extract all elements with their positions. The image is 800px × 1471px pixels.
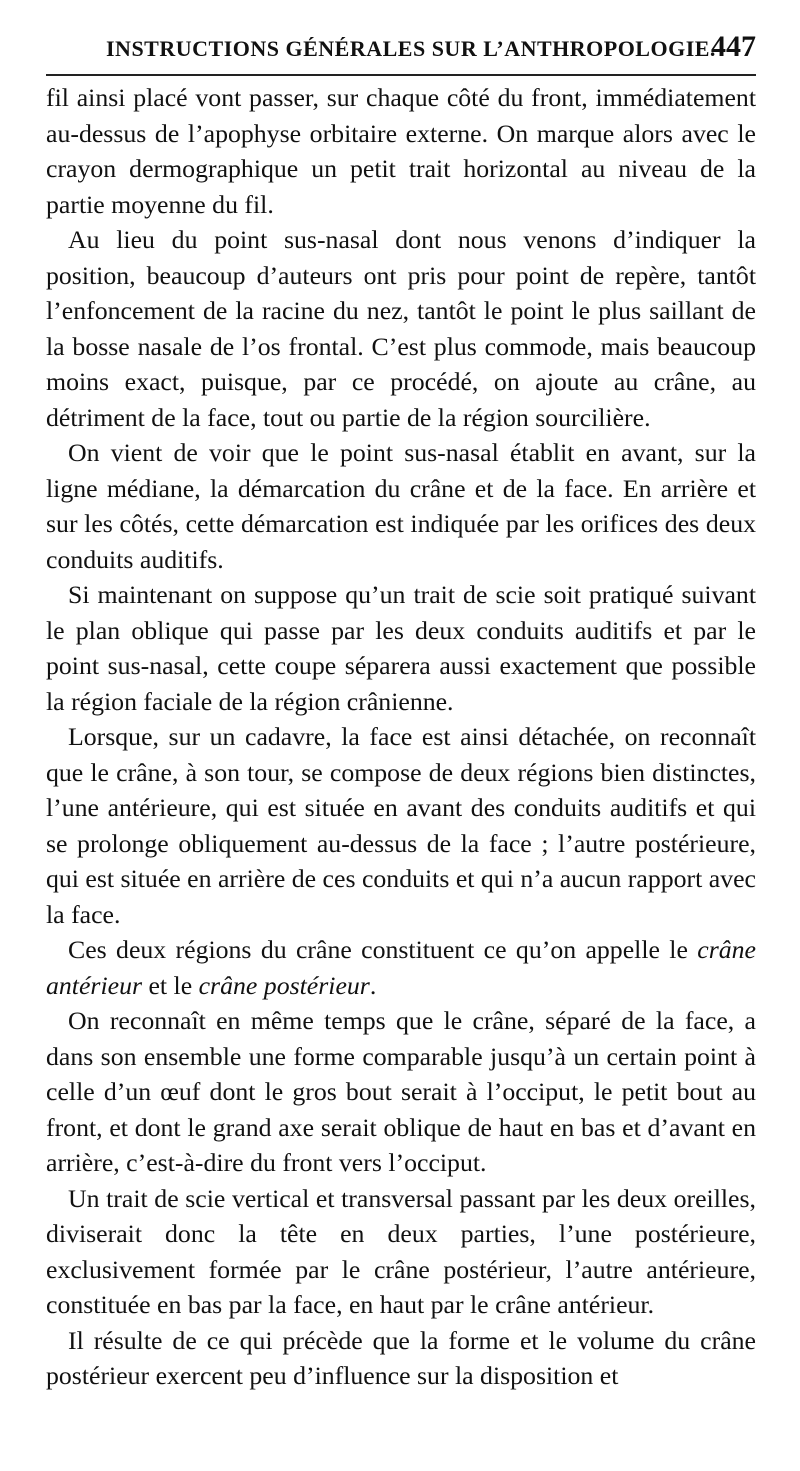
body-text (46, 80, 756, 1394)
running-title: INSTRUCTIONS GÉNÉRALES SUR L’ANTHROPOLOGIE. (106, 36, 716, 61)
crane-text-before: Ces deux régions du crâne constituent ce qu’on appelle le (68, 935, 698, 964)
paragraph-forme-oeuf: On reconnaît en même temps que le crâne, séparé de la face, a dans son ensemble une forme comparable jusqu’à un certain point à celle d’un œuf dont le gros bout serait à l’occiput, le petit bout au front, et dont le grand axe serait oblique de haut en bas et d’avant en arrière, c’est-à-dire du front vers l’occiput. (46, 1006, 756, 1177)
crane-text-after: . (369, 970, 377, 1000)
crane-text-middle: et le (142, 970, 199, 1000)
paragraph-demarcation: On vient de voir que le point sus-nasal établit en avant, sur la ligne médiane, la démarcation du crâne et de la face. En arrière et sur les côtés, cette démarcation est indiquée par les orifices des deux conduits auditifs. (46, 438, 756, 574)
running-head (46, 30, 756, 76)
paragraph-cadavre: Lorsque, sur un cadavre, la face est ainsi détachée, on reconnaît que le crâne, à son tour, se compose de deux régions bien distinctes, l’une antérieure, qui est située en avant des conduits auditifs et qui se prolonge obliquement au-dessus de la face ; l’autre postérieure, qui est située en arrière de ces conduits et qui n’a aucun rapport avec la face. (46, 722, 756, 929)
term-crane-anterieur: crâne antérieur (46, 935, 756, 1000)
page-number: 447 (711, 30, 756, 63)
paragraph-crane-regions (46, 932, 756, 1003)
paragraph-conclusion: Il résulte de ce qui précède que la forme et le volume du crâne postérieur exercent peu d’influence sur la disposition et (46, 1325, 756, 1390)
paragraph-trait-vertical: Un trait de scie vertical et transversal passant par les deux oreilles, diviserait donc la tête en deux parties, l’une postérieure, exclusivement formée par le crâne postérieur, l’autre antérieure, constituée en bas par la face, en haut par le crâne antérieur. (46, 1183, 756, 1319)
paragraph-point-sus-nasal: Au lieu du point sus-nasal dont nous venons d’indiquer la position, beaucoup d’auteurs ont pris pour point de repère, tantôt l’enfoncement de la racine du nez, tantôt le point le plus saillant de la bosse nasale de l’os frontal. C’est plus commode, mais beaucoup moins exact, puisque, par ce procédé, on ajoute au crâne, au détriment de la face, tout ou partie de la région sourcilière. (46, 225, 756, 432)
paragraph-continuation: fil ainsi placé vont passer, sur chaque côté du front, immédiatement au-dessus de l’apophyse orbitaire externe. On marque alors avec le crayon dermographique un petit trait horizontal au niveau de la partie moyenne du fil. (46, 83, 756, 219)
term-crane-posterieur: crâne postérieur (198, 970, 370, 1000)
paragraph-trait-de-scie: Si maintenant on suppose qu’un trait de scie soit pratiqué suivant le plan oblique qui passe par les deux conduits auditifs et par le point sus-nasal, cette coupe séparera aussi exactement que possible la région faciale de la région crânienne. (46, 580, 756, 716)
